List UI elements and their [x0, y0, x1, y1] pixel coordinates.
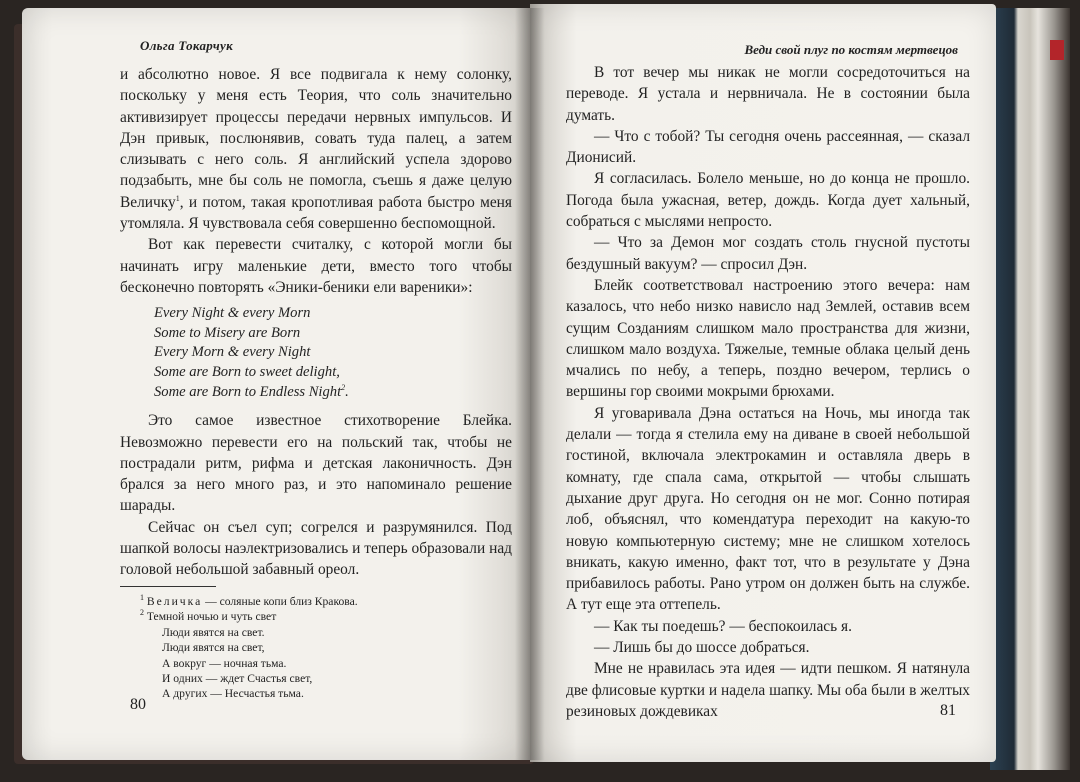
page-number-left: 80: [130, 696, 146, 713]
right-page: [530, 4, 996, 762]
paragraph: — Как ты поедешь? — беспокоилась я.: [594, 617, 852, 635]
footnote-ref: 2: [341, 382, 346, 392]
left-page: [22, 8, 530, 760]
paragraph: Вот как перевести считалку, с которой могли бы начинать игру маленькие дети, вместо того чтобы бесконечно повторять «Эники-беники ели вареники»:: [120, 236, 512, 296]
footnote-line: А вокруг — ночная тьма.: [162, 656, 287, 670]
paragraph: — Лишь бы до шоссе добраться.: [594, 639, 810, 657]
paragraph: — Что с тобой? Ты сегодня очень рассеянная, — сказал Дионисий.: [566, 127, 970, 167]
paragraph: Я уговаривала Дэна остаться на Ночь, мы иногда так делали — тогда я стелила ему на диване в своей небольшой гостиной, включала электрокамин и оставляла дверь в комнату, где спала сама, открытой — чтобы слышать дыхание друг друга. Но сегодня он не мог. Сонно потирая лоб, объяснял, что комендатура переходит на какую-то новую компьютерную систему; мне не слишком хотелось вникать, какую именно, факт тот, что в результате у Дэна прибавилось работы. Рано утром он должен быть на службе. А тут еще эта оттепель.: [566, 404, 970, 614]
poem-line: Some to Misery are Born: [154, 324, 301, 341]
paragraph: — Что за Демон мог создать столь гнусной пустоты бездушный вакуум? — спросил Дэн.: [566, 234, 970, 273]
running-header-title: Веди свой плуг по костям мертвецов: [744, 42, 958, 57]
footnote-line: И одних — ждет Счастья свет,: [162, 672, 313, 686]
book-spine-shadow: [515, 8, 545, 760]
blake-poem: [154, 304, 512, 402]
footnote-divider: [120, 586, 216, 587]
running-header-author: Ольга Токарчук: [140, 38, 233, 53]
bookmark-ribbon: [1050, 40, 1064, 60]
paragraph: и абсолютно новое. Я все подвигала к нему солонку, поскольку у меня есть Теория, что соль значительно активизирует процессы передачи нервных импульсов. И Дэн привык, послюнявив, совать туда палец, а затем слизывать с него соль. Я английский успела здорово подзабыть, мне бы соль не помогла, съешь я даже целую Величку$^1$, и потом, такая кропотливая работа быстро меня утомляла. Я чувствовала себя совершенно беспомощной.: [120, 66, 512, 233]
paragraph: Сейчас он съел суп; согрелся и разрумянился. Под шапкой волосы наэлектризовались и теперь образовали над головой небольшой забавный ореол.: [120, 518, 512, 579]
page-number-right: 81: [940, 702, 956, 719]
footnote-line: Люди явятся на свет,: [162, 641, 265, 655]
footnote-ref: 1: [175, 193, 180, 203]
paragraph: В тот вечер мы никак не могли сосредоточиться на переводе. Я устала и нервничала. Не в состоянии была думать.: [566, 64, 970, 124]
paragraph: Я согласилась. Болело меньше, но до конца не прошло. Погода была ужасная, ветер, дождь. Когда дует хальный, собраться с мыслями непросто.: [566, 170, 970, 231]
poem-line: Every Night & every Morn: [154, 305, 311, 322]
left-page-body: [120, 64, 512, 581]
poem-line: Some are Born to Endless Night$^2$.: [154, 382, 349, 400]
right-page-body: [566, 62, 970, 722]
paragraph: Мне не нравилась эта идея — идти пешком. Я натянула две флисовые куртки и надела шапку. Мы оба были в желтых резиновых дождевиках: [566, 660, 970, 720]
footnote-1: $^1$ Величка — соляные копи близ Кракова.: [140, 593, 358, 608]
poem-line: Every Morn & every Night: [154, 344, 311, 361]
poem-line: Some are Born to sweet delight,: [154, 364, 340, 381]
footnote-2: $^2$ Темной ночью и чуть свет: [140, 608, 277, 624]
footnote-line: А других — Несчастья тьма.: [162, 687, 304, 701]
paragraph: Это самое известное стихотворение Блейка. Невозможно перевести его на польский так, чтобы не пострадали ритм, рифма и детская лаконичность. Дэн брался за него много раз, и это напоминало решение шарады.: [120, 412, 512, 515]
footnote-line: Люди явятся на свет.: [162, 625, 265, 639]
footnotes: [140, 594, 500, 702]
paragraph: Блейк соответствовал настроению этого вечера: нам казалось, что небо низко нависло над Землей, оставив всем сущим Созданиям слишком мало пространства для жизни, слишком мало воздуха. Тяжелые, темные облака целый день мчались по небу, а теперь, поздно вечером, терлись о вершины гор своими мокрыми брюхами.: [566, 276, 970, 401]
book-page-edges: [990, 8, 1070, 770]
